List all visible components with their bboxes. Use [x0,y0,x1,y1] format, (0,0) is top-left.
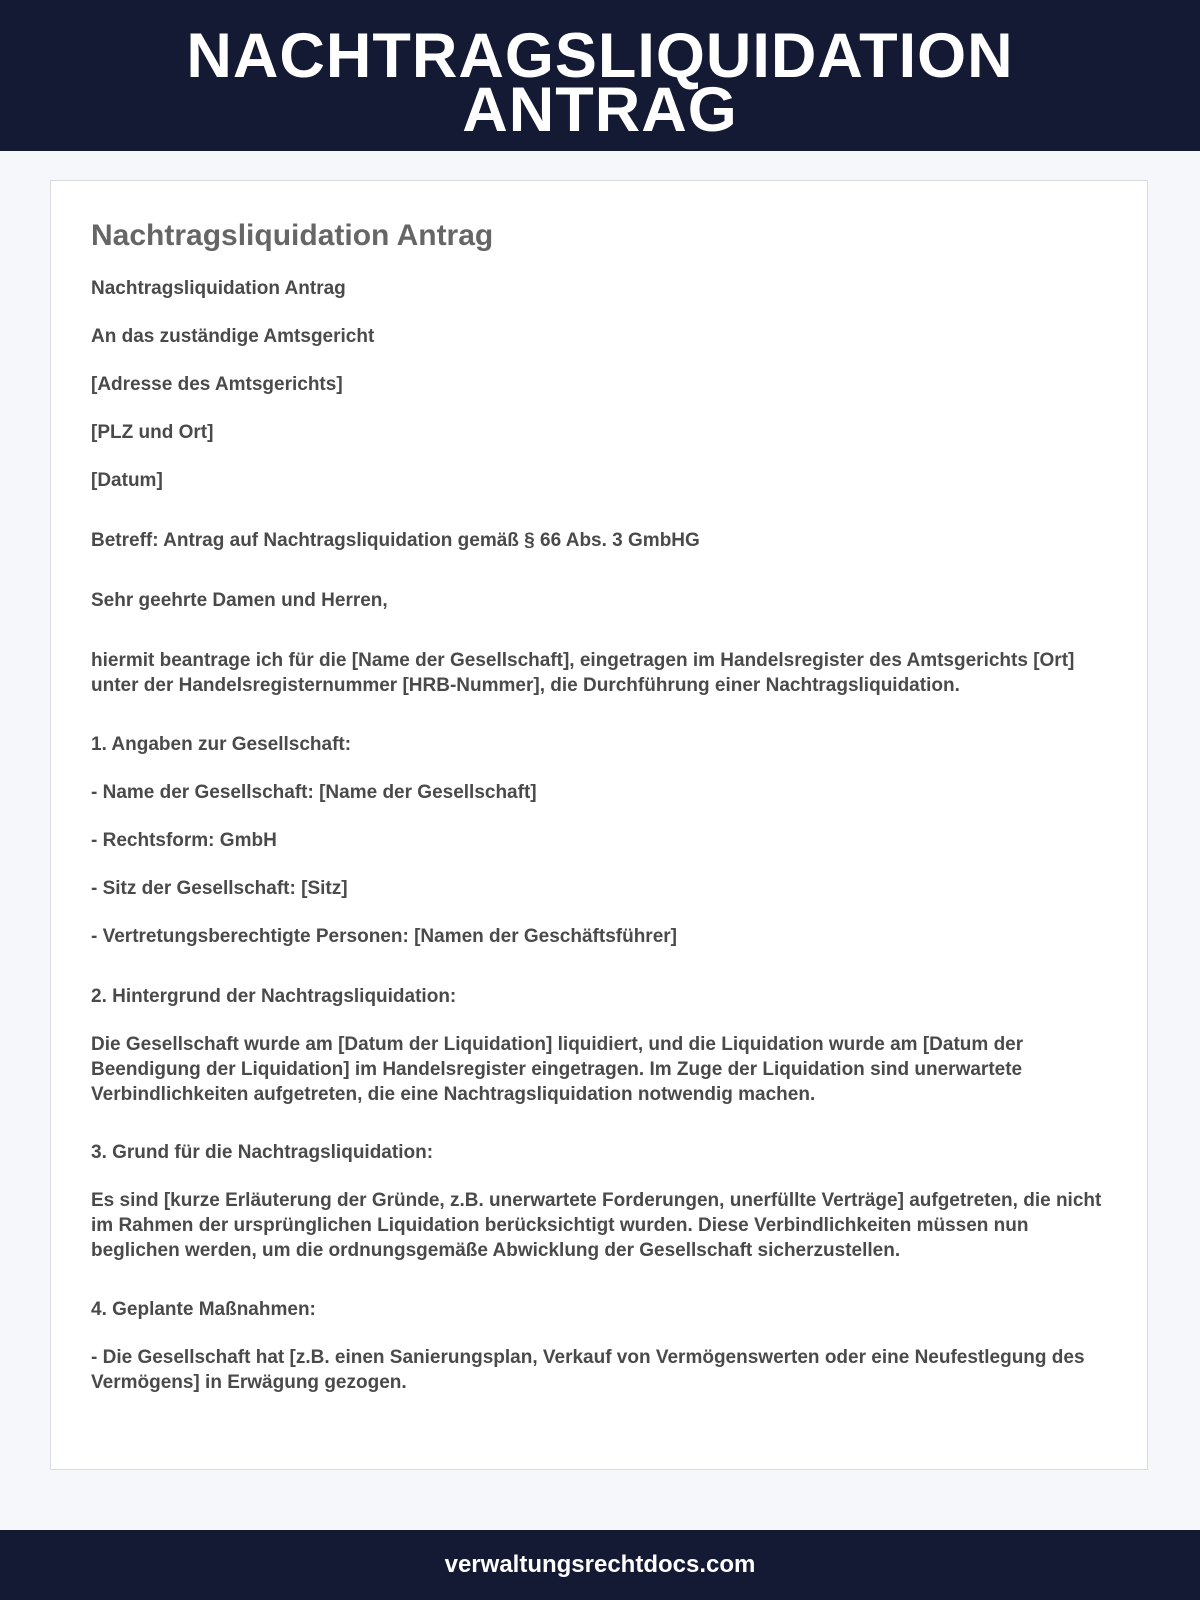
page-title [0,0,1200,145]
section-2-heading: 2. Hintergrund der Nachtragsliquidation: [91,986,457,1007]
background-paragraph: Die Gesellschaft wurde am [Datum der Liquidation] liquidiert, und die Liquidation wurde am [Datum der Beendigung der Liquidation] im Handelsregister eingetragen. Im Zuge der Liquidation sind unerwartete Verbindlichkeiten aufgetreten, die eine Nachtragsliquidation notwendig machen. [91,1034,1024,1105]
section-4-heading: 4. Geplante Maßnahmen: [91,1299,316,1320]
date-placeholder: [Datum] [91,470,163,491]
representatives-item: - Vertretungsberechtigte Personen: [Namen der Geschäftsführer] [91,926,677,947]
page-title-line-1: NACHTRAGSLIQUIDATION [186,21,1014,91]
document-card [50,180,1148,1470]
page-header [0,0,1200,151]
request-paragraph: hiermit beantrage ich für die [Name der Gesellschaft], eingetragen im Handelsregister des Amtsgerichts [Ort] unter der Handelsregisternummer [HRB-Nummer], die Durchführung einer Nachtragsliquidation. [91,650,1075,696]
footer-site-name: verwaltungsrechtdocs.com [444,1551,756,1578]
document-title: Nachtragsliquidation Antrag [91,219,494,252]
company-name-item: - Name der Gesellschaft: [Name der Gesellschaft] [91,782,537,803]
page-footer [0,1530,1200,1600]
postal-city-placeholder: [PLZ und Ort] [91,422,214,443]
company-seat-item: - Sitz der Gesellschaft: [Sitz] [91,878,348,899]
subject-line: Betreff: Antrag auf Nachtragsliquidation gemäß § 66 Abs. 3 GmbHG [91,530,700,551]
court-address-placeholder: [Adresse des Amtsgerichts] [91,374,343,395]
salutation: Sehr geehrte Damen und Herren, [91,590,388,611]
legal-form-item: - Rechtsform: GmbH [91,830,277,851]
document-heading: Nachtragsliquidation Antrag [91,278,346,299]
page-title-line-2: ANTRAG [462,75,738,145]
section-1-heading: 1. Angaben zur Gesellschaft: [91,734,352,755]
section-3-heading: 3. Grund für die Nachtragsliquidation: [91,1142,434,1163]
reason-paragraph: Es sind [kurze Erläuterung der Gründe, z.B. unerwartete Forderungen, unerfüllte Verträge] aufgetreten, die nicht im Rahmen der ursprünglichen Liquidation berücksichtigt wurden. Diese Verbindlichkeiten müssen nun beglichen werden, um die ordnungsgemäße Abwicklung der Gesellschaft sicherzustellen. [91,1190,1102,1261]
recipient-line: An das zuständige Amtsgericht [91,326,375,347]
planned-measures-item: - Die Gesellschaft hat [z.B. einen Sanierungsplan, Verkauf von Vermögenswerten oder eine Neufestlegung des Vermögens] in Erwägung gezogen. [91,1347,1085,1393]
